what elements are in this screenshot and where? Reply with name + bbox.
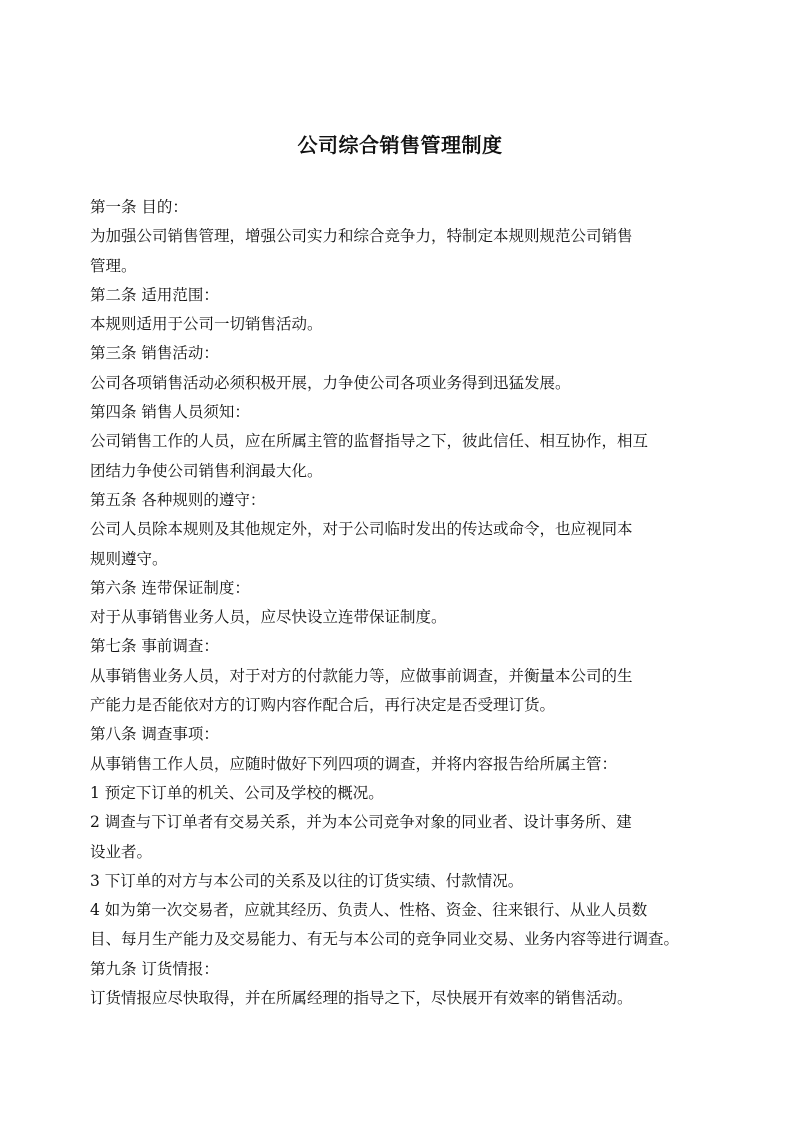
text-line: 规则遵守。 — [90, 549, 168, 568]
text-line: 第七条 事前调查： — [90, 637, 219, 656]
text-line: 订货情报应尽快取得，并在所属经理的指导之下，尽快展开有效率的销售活动。 — [90, 989, 633, 1008]
text-line: 从事销售工作人员，应随时做好下列四项的调查，并将内容报告给所属主管： — [90, 754, 618, 773]
text-line: 设业者。 — [90, 842, 153, 861]
text-line: 3 下订单的对方与本公司的关系及以往的订货实绩、付款情况。 — [90, 871, 524, 890]
text-line: 第三条 销售活动： — [90, 344, 219, 363]
text-line: 第五条 各种规则的遵守： — [90, 490, 266, 509]
text-line: 产能力是否能依对方的订购内容作配合后，再行决定是否受理订货。 — [90, 696, 556, 715]
text-line: 4 如为第一次交易者，应就其经历、负责人、性格、资金、往来银行、从业人员数 — [90, 901, 648, 920]
text-line: 第八条 调查事项： — [90, 725, 219, 744]
text-line: 从事销售业务人员，对于对方的付款能力等，应做事前调查，并衡量本公司的生 — [90, 666, 633, 685]
text-line: 为加强公司销售管理，增强公司实力和综合竞争力，特制定本规则规范公司销售 — [90, 227, 633, 246]
text-line: 2 调查与下订单者有交易关系，并为本公司竞争对象的同业者、设计事务所、建 — [90, 813, 632, 832]
text-line: 公司人员除本规则及其他规定外，对于公司临时发出的传达或命令，也应视同本 — [90, 520, 633, 539]
text-line: 目、每月生产能力及交易能力、有无与本公司的竞争同业交易、业务内容等进行调查。 — [90, 930, 680, 949]
text-line: 第一条 目的： — [90, 198, 188, 216]
text-line: 本规则适用于公司一切销售活动。 — [90, 315, 323, 334]
text-line: 对于从事销售业务人员，应尽快设立连带保证制度。 — [90, 608, 447, 627]
text-line: 第六条 连带保证制度： — [90, 578, 250, 597]
text-line: 公司各项销售活动必须积极开展，力争使公司各项业务得到迅猛发展。 — [90, 373, 571, 392]
text-line: 公司销售工作的人员，应在所属主管的监督指导之下，彼此信任、相互协作，相互 — [90, 432, 649, 451]
text-line: 团结力争使公司销售利润最大化。 — [90, 461, 323, 480]
document-body — [90, 193, 730, 1013]
text-line: 第九条 订货情报： — [90, 959, 219, 978]
document-title: 公司综合销售管理制度 — [297, 133, 503, 157]
text-line: 第二条 适用范围： — [90, 285, 219, 304]
text-line: 1 预定下订单的机关、公司及学校的概况。 — [90, 783, 384, 802]
text-line: 管理。 — [90, 256, 137, 275]
text-line: 第四条 销售人员须知： — [90, 403, 250, 422]
